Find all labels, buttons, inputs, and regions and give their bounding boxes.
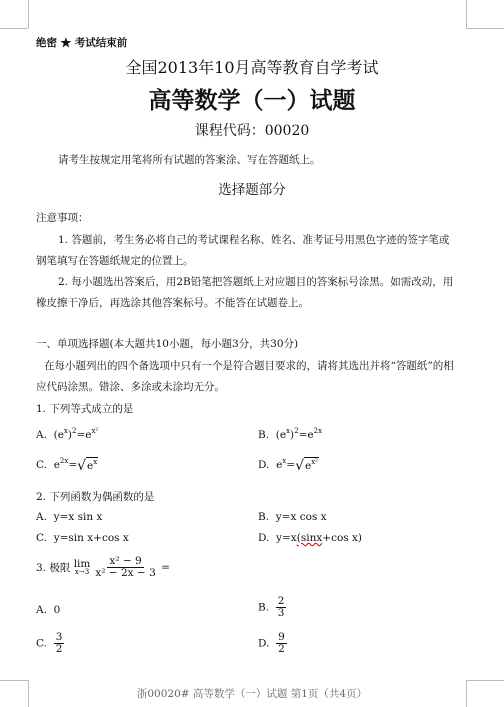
- math-text: ): [67, 429, 72, 441]
- option-label: C.: [36, 459, 47, 471]
- limit-fraction: [93, 556, 157, 579]
- q1-option-b: [258, 427, 322, 441]
- math-text: =e: [298, 429, 314, 441]
- math-text: (e: [275, 429, 287, 441]
- fraction-denominator: x² − 2x − 3: [95, 567, 156, 580]
- option-text: +cos x): [322, 532, 363, 544]
- spellcheck-underlined-text: (sinx: [296, 532, 323, 544]
- option-label: A.: [36, 429, 47, 441]
- q3-stem: 3. 极限: [36, 562, 71, 575]
- radicand: $e^{x^2}$: [304, 458, 318, 473]
- limit-operator: [74, 559, 91, 577]
- option-label: A.: [36, 604, 47, 616]
- q2-option-d: [258, 532, 362, 544]
- math-text: =: [68, 459, 78, 471]
- part1-desc-line-2: 应代码涂黑。错涂、多涂或未涂均无分。: [36, 381, 225, 393]
- math-text: (e: [53, 429, 64, 441]
- page-footer: 浙00020# 高等数学（一）试题 第1页（共4页）: [136, 688, 368, 700]
- radicand: $e^x$: [87, 458, 98, 473]
- fraction-denominator: 2: [278, 643, 285, 656]
- answer-instruction: 请考生按规定用笔将所有试题的答案涂、写在答题纸上。: [58, 154, 321, 166]
- note-2-line-1: 2. 每小题选出答案后，用2B铅笔把答题纸上对应题目的答案标号涂黑。如需改动，用: [58, 276, 454, 288]
- math-text: =e: [76, 429, 92, 441]
- limit-subscript: x→3: [74, 568, 90, 577]
- option-label: D.: [258, 637, 270, 650]
- math-sup: x: [286, 427, 291, 435]
- notes-title: 注意事项：: [36, 212, 89, 224]
- fraction-numerator: 3: [55, 631, 63, 643]
- q3-option-a: [36, 604, 60, 616]
- q2-option-b: [258, 511, 327, 523]
- crop-mark-top-right-v: [466, 0, 467, 28]
- q2-option-c: [36, 532, 129, 544]
- option-text: y=x cos x: [275, 511, 327, 523]
- math-sup: x: [63, 427, 68, 435]
- radical-sign: √: [77, 457, 87, 474]
- section-title: 选择题部分: [218, 182, 286, 198]
- math-sup: 2: [71, 427, 77, 435]
- crop-mark-top-right-h: [466, 28, 504, 29]
- fraction-numerator: 9: [278, 631, 285, 643]
- option-label: C.: [36, 532, 47, 544]
- exam-title: 全国2013年10月高等教育自学考试: [125, 58, 379, 77]
- option-fraction: [54, 632, 65, 655]
- q2-option-a: [36, 511, 102, 523]
- fraction-denominator: 2: [55, 643, 63, 656]
- math-text: =: [286, 459, 296, 471]
- note-1-line-1: 1. 答题前，考生务必将自己的考试课程名称、姓名、准考证号用黑色字迹的签字笔或: [58, 234, 450, 246]
- option-text: y=x: [276, 532, 297, 544]
- math-text: e: [276, 459, 283, 471]
- option-value: 0: [53, 604, 61, 616]
- option-label: A.: [36, 511, 47, 523]
- sqrt-expression: [77, 457, 98, 473]
- option-fraction: [276, 632, 287, 655]
- q3-option-c: [36, 632, 64, 655]
- q3-option-b: [258, 596, 286, 619]
- q1-option-d: [258, 457, 319, 473]
- sqrt-expression: [295, 457, 319, 473]
- q1-option-a: [36, 427, 98, 441]
- q1-option-c: [36, 457, 98, 473]
- part1-heading: 一、单项选择题(本大题共10小题，每小题3分，共30分): [36, 338, 299, 350]
- crop-mark-top-left-v: [28, 0, 29, 28]
- q2-stem: 2. 下列函数为偶函数的是: [36, 491, 155, 503]
- q3-option-d: [258, 632, 287, 655]
- option-label: D.: [258, 532, 270, 544]
- equals-sign: =: [161, 561, 170, 574]
- math-sup: 2x: [313, 427, 323, 435]
- math-sup: 2: [294, 427, 299, 435]
- radical-sign: √: [295, 457, 304, 474]
- crop-mark-bottom-right-h: [466, 680, 504, 681]
- fraction-numerator: 2: [277, 595, 285, 607]
- limit-word: lim: [73, 557, 91, 570]
- math-text: ): [290, 429, 295, 441]
- option-text: y=x sin x: [53, 511, 103, 523]
- option-label: B.: [258, 511, 270, 523]
- math-sup: 2x: [59, 457, 69, 465]
- option-label: C.: [36, 637, 47, 650]
- q1-stem: 1. 下列等式成立的是: [36, 403, 134, 415]
- q3-stem-line: [36, 556, 170, 579]
- option-fraction: [276, 596, 287, 619]
- note-2-line-2: 橡皮擦干净后，再选涂其他答案标号。不能答在试题卷上。: [36, 297, 309, 309]
- note-1-line-2: 钢笔填写在答题纸规定的位置上。: [36, 255, 194, 267]
- math-sup: x²: [91, 427, 99, 435]
- fraction-numerator: x² − 9: [109, 555, 142, 567]
- part1-desc-line-1: 在每小题列出的四个备选项中只有一个是符合题目要求的，请将其选出并将“答题纸”的相: [44, 360, 454, 372]
- fraction-denominator: 3: [277, 607, 285, 620]
- crop-mark-top-left-h: [0, 28, 28, 29]
- option-text: y=sin x+cos x: [53, 532, 129, 544]
- option-label: B.: [258, 601, 270, 614]
- course-code: 课程代码：00020: [194, 123, 310, 139]
- option-label: B.: [258, 429, 270, 441]
- option-label: D.: [258, 459, 270, 471]
- math-sup: x: [282, 457, 287, 465]
- paper-title: 高等数学（一）试题: [148, 87, 356, 114]
- crop-mark-bottom-left-h: [0, 680, 28, 681]
- math-text: e: [53, 459, 60, 471]
- secret-label: 绝密 ★ 考试结束前: [36, 37, 128, 49]
